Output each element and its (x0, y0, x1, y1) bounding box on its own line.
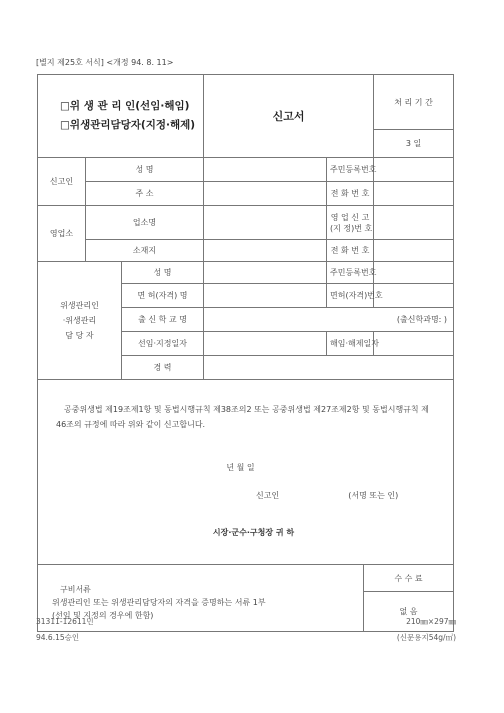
career-label: 경 력 (122, 356, 204, 380)
license-number-field[interactable] (374, 284, 454, 308)
attachments-title: 구비서류 (60, 585, 91, 594)
signer-label: 신고인 (256, 491, 280, 500)
reporter-id-field[interactable] (374, 158, 454, 182)
reporter-address-label: 주 소 (86, 182, 204, 206)
attachments-row-1 (38, 565, 454, 592)
report-date: 년 월 일 (226, 463, 255, 472)
manager-id-label: 주민등록번호 (327, 262, 374, 284)
approval-date: 94.6.15승인 (36, 633, 80, 642)
reporter-id-label: 주민등록번호 (327, 158, 374, 182)
school-major-field[interactable]: (출신학과명: ) (204, 308, 454, 332)
business-name-label: 업소명 (86, 206, 204, 240)
career-field[interactable] (204, 356, 454, 380)
business-phone-field[interactable] (374, 240, 454, 262)
school-name-label: 출 신 학 교 명 (122, 308, 204, 332)
reporter-phone-field[interactable] (374, 182, 454, 206)
paper-type: (신문용지54g/㎡) (396, 633, 456, 642)
fee-value: 없 음 (364, 592, 454, 632)
signer-line (56, 490, 435, 501)
business-row-2 (38, 240, 454, 262)
reporter-row-2 (38, 182, 454, 206)
manager-name-field[interactable] (204, 262, 327, 284)
business-location-label: 소재지 (86, 240, 204, 262)
business-group-label: 영업소 (38, 206, 86, 262)
header-row (38, 75, 454, 130)
report-form (37, 74, 454, 632)
license-name-label: 면 허(자격) 명 (122, 284, 204, 308)
reporter-group-label: 신고인 (38, 158, 86, 206)
manager-name-label: 성 명 (122, 262, 204, 284)
manager-group-line-3: 담 당 자 (65, 331, 94, 340)
business-phone-label: 전 화 번 호 (327, 240, 374, 262)
reporter-address-field[interactable] (204, 182, 327, 206)
recipient-line: 시장·군수·구청장 귀 하 (212, 528, 295, 537)
attachments-line-1: 위생관리인 또는 위생관리담당자의 자격을 증명하는 서류 1부 (52, 598, 266, 607)
business-license-label-line-1: 영 업 신 고 (330, 212, 370, 222)
statement-cell (38, 380, 454, 565)
form-reference: [별지 제25호 서식] <개정 94. 8. 11> (36, 58, 174, 67)
reporter-phone-label: 전 화 번 호 (327, 182, 374, 206)
manager-row-1 (38, 262, 454, 284)
title-line-2: □위생관리담당자(지정·해제) (60, 119, 196, 131)
business-license-label-line-2: (지 정)번 호 (330, 223, 373, 233)
license-name-field[interactable] (204, 284, 327, 308)
signature-hint: (서명 또는 인) (348, 491, 399, 500)
manager-group-line-1: 위생관리인 (60, 301, 99, 310)
reporter-name-field[interactable] (204, 158, 327, 182)
license-number-label: 면허(자격)번호 (327, 284, 374, 308)
document-title: 신고서 (204, 75, 374, 158)
reporter-row-1 (38, 158, 454, 182)
manager-id-field[interactable] (374, 262, 454, 284)
processing-period-label: 처 리 기 간 (374, 75, 454, 130)
form-title-cell (38, 75, 204, 158)
fee-label: 수 수 료 (364, 565, 454, 592)
appointment-date-field[interactable] (204, 332, 327, 356)
business-name-field[interactable] (204, 206, 327, 240)
business-location-field[interactable] (204, 240, 327, 262)
title-line-1: □위 생 관 리 인(선임·해임) (60, 100, 190, 112)
statement-row (38, 380, 454, 565)
business-row-1 (38, 206, 454, 240)
manager-group-label (38, 262, 122, 380)
processing-period-value: 3 일 (374, 130, 454, 158)
business-license-field[interactable] (374, 206, 454, 240)
reporter-name-label: 성 명 (86, 158, 204, 182)
appointment-date-label: 선임·지정일자 (122, 332, 204, 356)
dismissal-date-field[interactable] (374, 332, 454, 356)
form-code: 31311-12611민 (36, 617, 94, 626)
business-license-label (327, 206, 374, 240)
statement-text: 공중위생법 제19조제1항 및 동법시행규칙 제38조의2 또는 공중위생법 제27조제2항 및 동법시행규칙 제46조의 규정에 따라 위와 같이 신고합니다. (56, 405, 429, 429)
manager-group-line-2: ·위생관리 (62, 316, 97, 325)
attachments-line-2: (선임 및 지정의 경우에 한함) (52, 611, 154, 620)
paper-size: 210㎜×297㎜ (406, 617, 456, 626)
dismissal-date-label: 해임·해제일자 (327, 332, 374, 356)
